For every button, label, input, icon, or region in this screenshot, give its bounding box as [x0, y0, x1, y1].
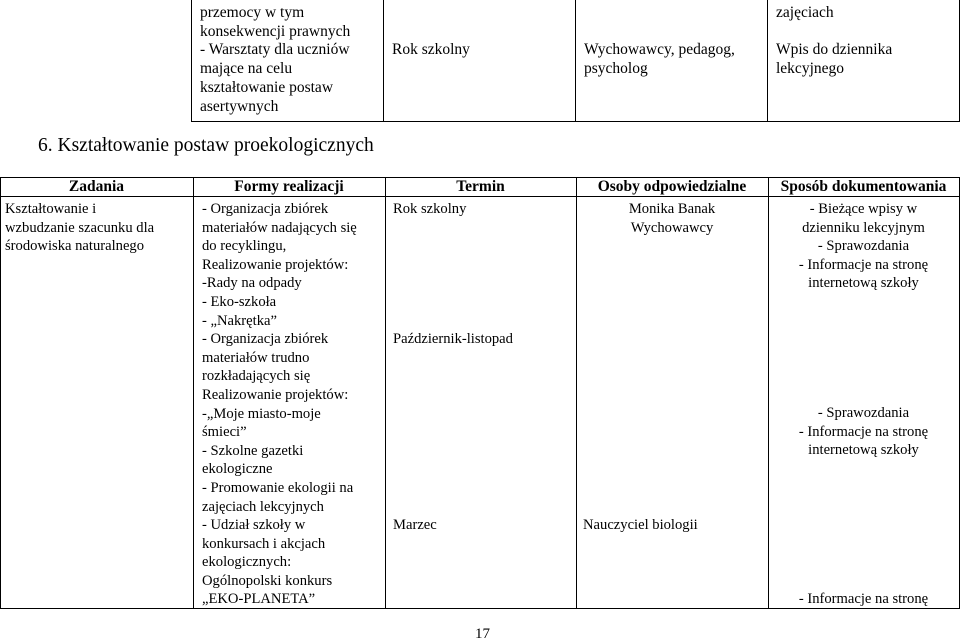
cell-formy-realizacji: - Organizacja zbiórek materiałów nadających się do recyklingu, Realizowanie projektów: -Rady na odpady - Eko-szkoła - „Nakrętka” - Organizacja zbiórek materiałów trudno rozkładających się Realizowanie projektów: -„Moje miasto-moje śmieci” - Szkolne gazetki ekologiczne - Promowanie ekologii na zajęciach lekcyjnych - Udział szkoły w konkursach i akcjach ekologicznych: Ogólnopolski konkurs „EKO-PLANETA” — [202, 201, 357, 608]
top-table-border-mid3 — [767, 0, 768, 122]
top-table-border-bottom — [191, 121, 960, 122]
top-table-border-left — [191, 0, 192, 122]
header-termin: Termin — [456, 178, 505, 195]
top-table-doc-cell-bottom: Wpis do dziennika lekcyjnego — [776, 41, 893, 77]
cell-osoby-nauczyciel-biologii: Nauczyciel biologii — [583, 517, 698, 533]
top-table-forms-cell: przemocy w tym konsekwencji prawnych - Warsztaty dla uczniów mające na celu kształtowanie postaw asertywnych — [200, 4, 351, 115]
top-table-doc-cell-top: zajęciach — [776, 4, 834, 21]
cell-sposob-3: - Informacje na stronę — [798, 591, 929, 607]
top-table-term-cell: Rok szkolny — [392, 41, 470, 58]
section-heading: 6. Kształtowanie postaw proekologicznych — [38, 135, 374, 156]
cell-termin-rok-szkolny: Rok szkolny — [393, 201, 467, 217]
table-border-left — [0, 177, 1, 609]
header-formy-realizacji: Formy realizacji — [234, 178, 344, 195]
top-table-persons-cell: Wychowawcy, pedagog, psycholog — [584, 41, 735, 77]
cell-osoby-wychowawcy: Monika Banak Wychowawcy — [628, 201, 716, 236]
top-table-border-mid2 — [575, 0, 576, 122]
table-col-divider-3 — [576, 177, 577, 609]
cell-termin-marzec: Marzec — [393, 517, 437, 533]
cell-zadania: Kształtowanie i wzbudzanie szacunku dla środowiska naturalnego — [5, 201, 155, 255]
table-col-divider-2 — [385, 177, 386, 609]
cell-sposob-1: - Bieżące wpisy w dzienniku lekcyjnym - Sprawozdania - Informacje na stronę internetową szkoły — [798, 201, 929, 292]
header-sposob-dokumentowania: Sposób dokumentowania — [780, 178, 947, 195]
header-osoby-odpowiedzialne: Osoby odpowiedzialne — [597, 178, 747, 195]
cell-sposob-2: - Sprawozdania - Informacje na stronę internetową szkoły — [798, 405, 929, 459]
cell-termin-pazdziernik: Październik-listopad — [393, 331, 513, 347]
table-col-divider-1 — [193, 177, 194, 609]
page-number: 17 — [475, 626, 490, 642]
top-table-border-mid1 — [383, 0, 384, 122]
table-header-divider — [0, 196, 960, 197]
header-zadania: Zadania — [68, 178, 125, 195]
